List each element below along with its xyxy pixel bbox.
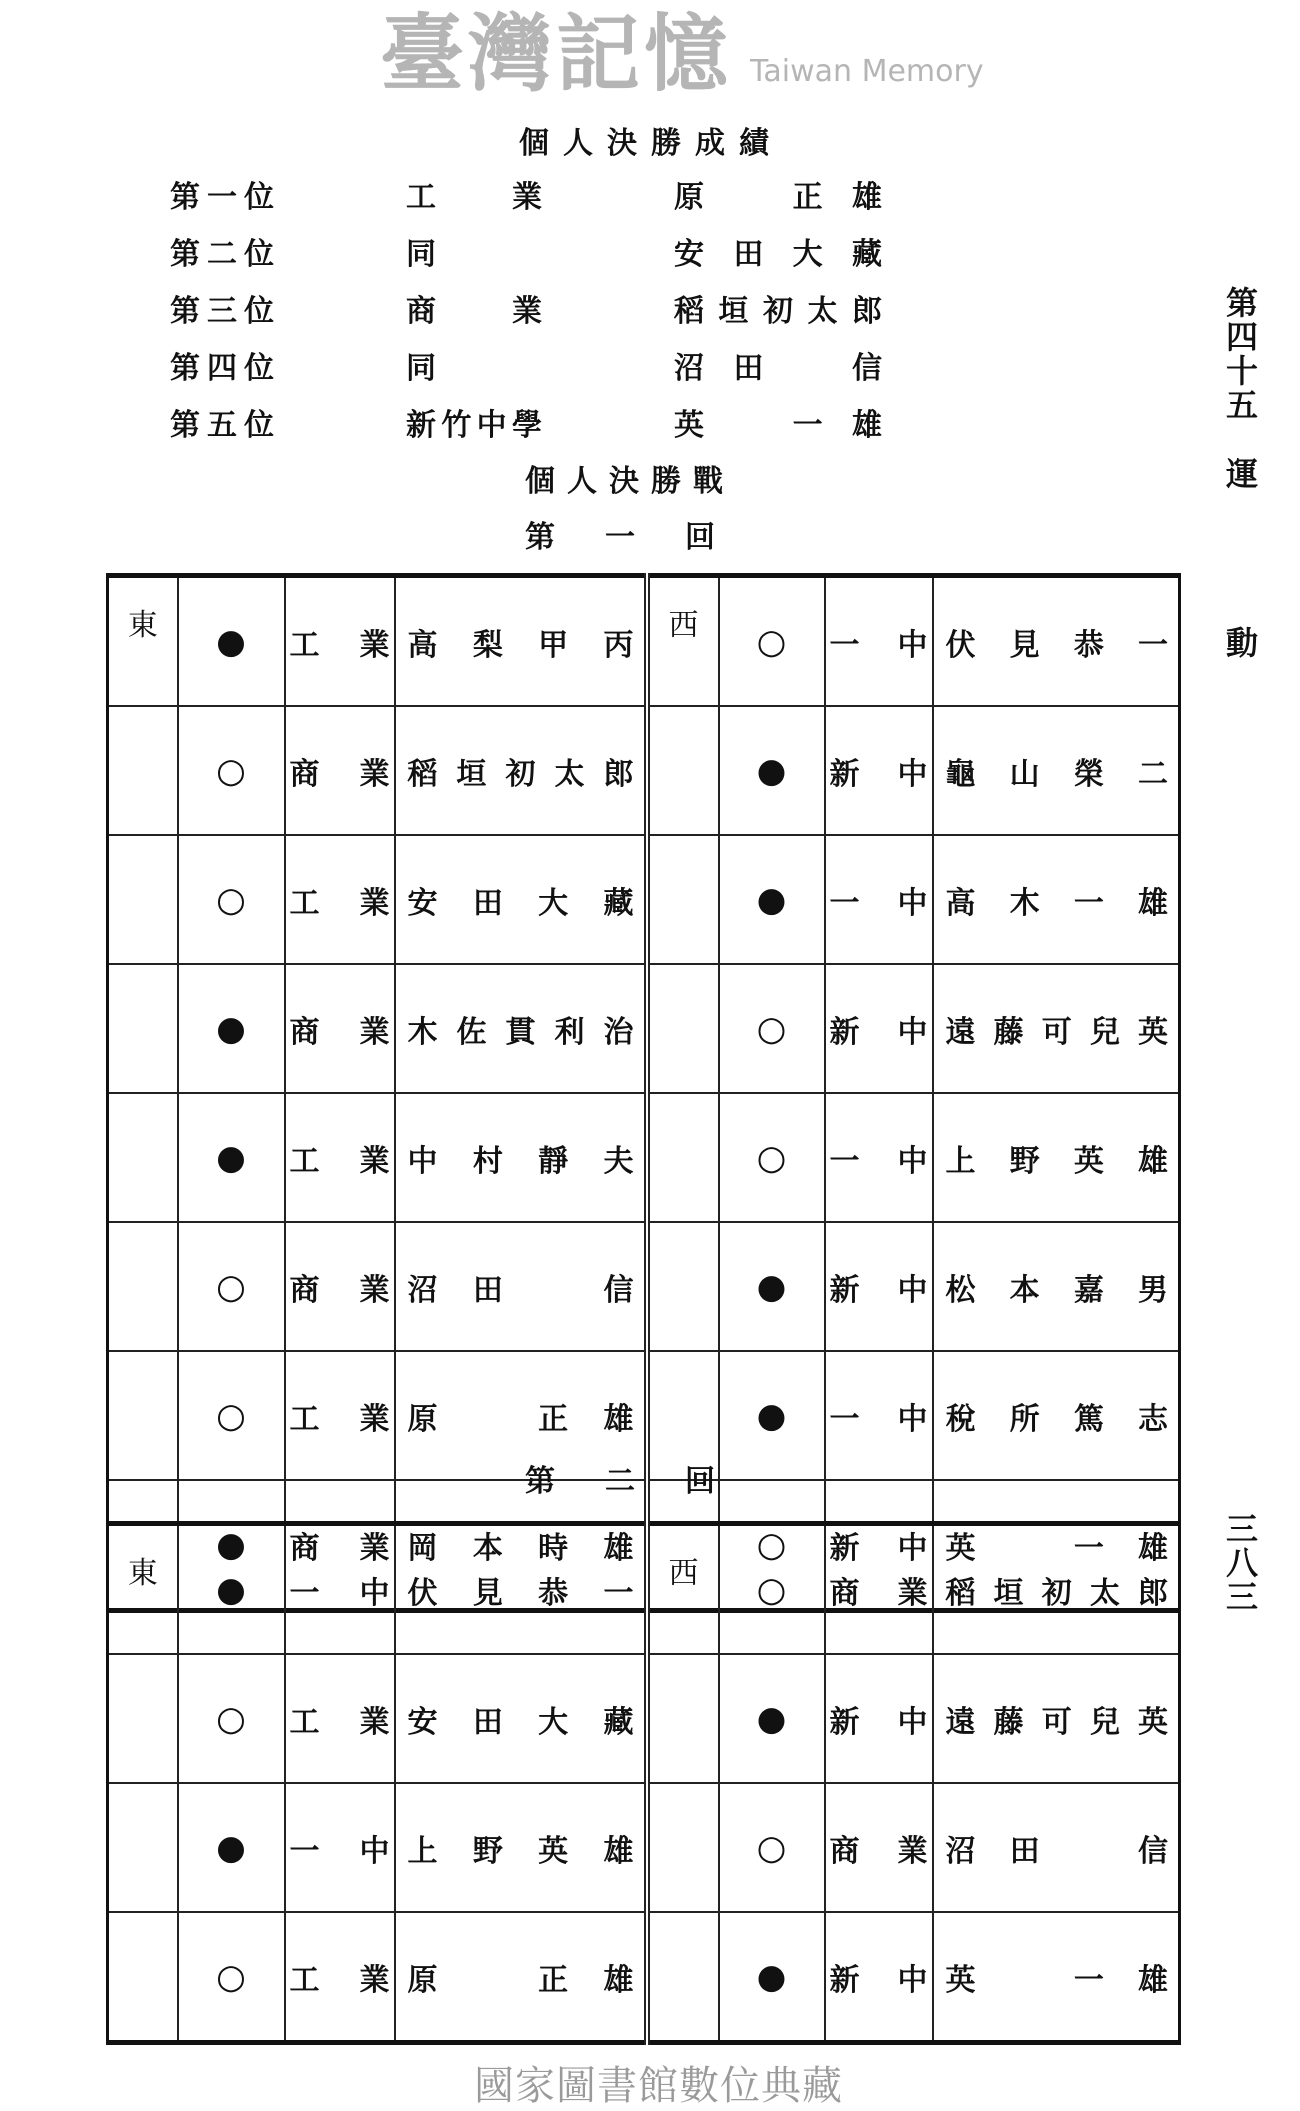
east-wrestler-name: 上野英雄: [395, 1783, 647, 1912]
west-side-label: [647, 706, 719, 835]
west-school: 新 中: [825, 706, 933, 835]
section-char-1: 運: [1225, 455, 1258, 493]
west-result-mark: ○: [719, 1524, 825, 1655]
east-school: 商 業: [285, 1480, 395, 1611]
east-wrestler-name: 原 正雄: [395, 1912, 647, 2043]
east-school: 工 業: [285, 1093, 395, 1222]
west-result-mark: ○: [719, 576, 825, 707]
west-school: 新 中: [825, 964, 933, 1093]
east-side-label: [108, 1783, 178, 1912]
west-school: 一 中: [825, 835, 933, 964]
east-wrestler-name: 原 正雄: [395, 1351, 647, 1480]
west-wrestler-name: 稻垣初太郎: [933, 1524, 1180, 1655]
rank-name: 原 正雄: [674, 180, 882, 215]
east-wrestler-name: 稻垣初太郎: [395, 706, 647, 835]
east-school: 工 業: [285, 576, 395, 707]
east-side-label: [108, 1222, 178, 1351]
footer-credit: 國家圖書館數位典藏: [474, 2063, 843, 2109]
west-side-label: 西: [647, 576, 719, 707]
east-result-mark: ●: [178, 1093, 285, 1222]
east-result-mark: ●: [178, 576, 285, 707]
bout-row: [108, 1783, 1180, 1912]
west-school: 商 業: [825, 1783, 933, 1912]
east-wrestler-name: 沼田 信: [395, 1222, 647, 1351]
rank-name: 沼田 信: [674, 351, 882, 386]
round-2-title: 第 二 回: [525, 1464, 725, 1499]
west-side-label: [647, 1912, 719, 2043]
ranking-row: [170, 286, 882, 330]
west-result-mark: ●: [719, 1222, 825, 1351]
west-wrestler-name: 遠藤可兒英: [933, 1654, 1180, 1783]
section-char-2: 動: [1225, 624, 1258, 662]
east-wrestler-name: 岡本時雄: [395, 1480, 647, 1611]
east-side-label: [108, 1912, 178, 2043]
west-school: 商 業: [825, 1524, 933, 1655]
bout-row: [108, 1093, 1180, 1222]
watermark-sub: Taiwan Memory: [750, 54, 984, 89]
east-side-label: 東: [108, 1524, 178, 1655]
ranking-row: [170, 343, 882, 387]
east-result-mark: ●: [178, 1480, 285, 1611]
east-school: 一 中: [285, 1524, 395, 1655]
watermark-main: 臺灣記憶: [380, 5, 733, 103]
west-wrestler-name: 上野英雄: [933, 1093, 1180, 1222]
west-school: 一 中: [825, 1093, 933, 1222]
east-wrestler-name: 高梨甲丙: [395, 576, 647, 707]
east-result-mark: ●: [178, 1783, 285, 1912]
west-wrestler-name: 稅所篤志: [933, 1351, 1180, 1480]
chapter-label: 第四十五: [1225, 284, 1258, 424]
rank-name: 安田大藏: [674, 237, 882, 272]
east-result-mark: ●: [178, 964, 285, 1093]
west-result-mark: ○: [719, 964, 825, 1093]
east-result-mark: ●: [178, 1524, 285, 1655]
watermark: [380, 6, 984, 102]
rank-school: 新竹中學: [406, 408, 542, 443]
west-wrestler-name: 龜山榮二: [933, 706, 1180, 835]
east-result-mark: ○: [178, 1351, 285, 1480]
rank-label: 第四位: [170, 351, 274, 386]
page-number: 三八三: [1225, 1510, 1258, 1616]
bout-row: [108, 706, 1180, 835]
east-wrestler-name: 中村靜夫: [395, 1093, 647, 1222]
east-school: 工 業: [285, 1654, 395, 1783]
west-result-mark: ○: [719, 1480, 825, 1611]
bout-row: [108, 1222, 1180, 1351]
west-wrestler-name: 沼田 信: [933, 1783, 1180, 1912]
bout-row: [108, 1912, 1180, 2043]
west-school: 一 中: [825, 576, 933, 707]
east-school: 工 業: [285, 835, 395, 964]
east-side-label: [108, 1654, 178, 1783]
ranking-row: [170, 400, 882, 444]
east-result-mark: ○: [178, 1222, 285, 1351]
east-school: 商 業: [285, 1222, 395, 1351]
west-result-mark: ●: [719, 1351, 825, 1480]
bout-row: [108, 835, 1180, 964]
round-2-table: [106, 1521, 1181, 2045]
west-side-label: [647, 1654, 719, 1783]
east-school: 商 業: [285, 706, 395, 835]
west-side-label: [647, 1222, 719, 1351]
ranking-row: [170, 229, 882, 273]
west-school: 新 中: [825, 1222, 933, 1351]
ranking-title: 個人決勝成績: [519, 126, 783, 161]
east-side-label: 東: [108, 576, 178, 707]
east-wrestler-name: 伏見恭一: [395, 1524, 647, 1655]
east-school: 一 中: [285, 1783, 395, 1912]
east-school: 工 業: [285, 1351, 395, 1480]
west-school: 一 中: [825, 1351, 933, 1480]
bout-row: [108, 1654, 1180, 1783]
rank-label: 第一位: [170, 180, 274, 215]
east-result-mark: ○: [178, 1912, 285, 2043]
round-1-title: 第 一 回: [525, 520, 725, 555]
east-school: 工 業: [285, 1912, 395, 2043]
west-school: 新 中: [825, 1480, 933, 1611]
east-school: 商 業: [285, 964, 395, 1093]
west-result-mark: ●: [719, 706, 825, 835]
east-wrestler-name: 安田大藏: [395, 1654, 647, 1783]
rank-label: 第二位: [170, 237, 274, 272]
west-wrestler-name: 英 一雄: [945, 1962, 1168, 1998]
east-wrestler-name: 安田大藏: [395, 835, 647, 964]
east-side-label: [108, 964, 178, 1093]
bout-row: [108, 1524, 1180, 1655]
west-wrestler-name: 伏見恭一: [933, 576, 1180, 707]
ranking-row: [170, 172, 882, 216]
west-wrestler-name: 英 一雄: [945, 1530, 1168, 1566]
west-wrestler-name: 高木一雄: [933, 835, 1180, 964]
east-result-mark: ○: [178, 1654, 285, 1783]
east-side-label: [108, 1093, 178, 1222]
rank-school: 同: [406, 351, 436, 386]
west-side-label: [647, 1783, 719, 1912]
east-result-mark: ○: [178, 835, 285, 964]
west-result-mark: ●: [719, 1912, 825, 2043]
rank-label: 第五位: [170, 408, 274, 443]
rank-name: 稻垣初太郎: [674, 294, 882, 329]
east-result-mark: ○: [178, 706, 285, 835]
west-side-label: [647, 1093, 719, 1222]
rank-name: 英 一雄: [674, 408, 882, 443]
west-wrestler-name: 松本嘉男: [933, 1222, 1180, 1351]
west-result-mark: ○: [719, 1783, 825, 1912]
west-result-mark: ○: [719, 1093, 825, 1222]
east-wrestler-name: 木佐貫利治: [395, 964, 647, 1093]
rank-school: 工 業: [406, 180, 542, 215]
east-side-label: [108, 706, 178, 835]
rank-school: 同: [406, 237, 436, 272]
bout-row: [108, 964, 1180, 1093]
bouts-title: 個人決勝戰: [525, 464, 735, 499]
west-side-label: [647, 835, 719, 964]
west-side-label: 西: [647, 1524, 719, 1655]
west-result-mark: ●: [719, 835, 825, 964]
rank-school: 商 業: [406, 294, 542, 329]
rank-label: 第三位: [170, 294, 274, 329]
east-side-label: [108, 835, 178, 964]
east-side-label: [108, 1351, 178, 1480]
west-result-mark: ●: [719, 1654, 825, 1783]
west-side-label: [647, 964, 719, 1093]
west-wrestler-name: 遠藤可兒英: [933, 964, 1180, 1093]
west-school: 新 中: [825, 1912, 933, 2043]
bout-row: [108, 576, 1180, 707]
west-school: 新 中: [825, 1654, 933, 1783]
